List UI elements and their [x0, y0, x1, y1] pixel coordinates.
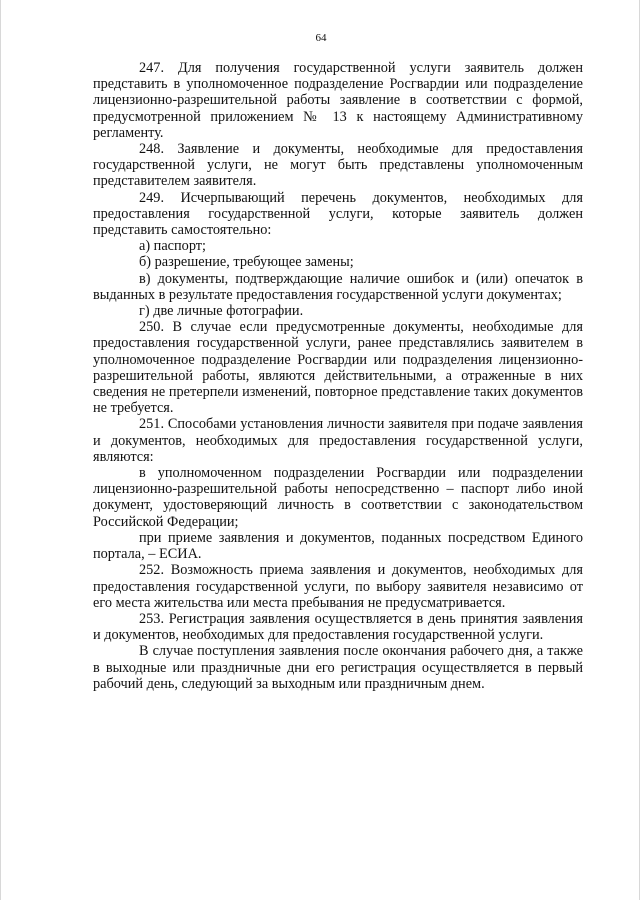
list-item-passport: а) паспорт; [139, 238, 207, 255]
paragraph-248: 248. Заявление и документы, необходимые для предоставления государственной услуги, не могут быть представлены уполномоченным представителем заявителя. [93, 141, 583, 190]
list-item-error-documents: в) документы, подтверждающие наличие ошибок и (или) опечаток в выданных в результате предоставления государственной услуги документах; [93, 270, 583, 303]
paragraph-252: 252. Возможность приема заявления и документов, необходимых для предоставления государственной услуги, по выбору заявителя независимо от его места жительства или места пребывания не предусматривается. [93, 562, 583, 611]
paragraph-251: 251. Способами установления личности заявителя при подаче заявления и документов, необходимых для предоставления государственной услуги, являются: [93, 416, 583, 465]
paragraph-253-late-registration: В случае поступления заявления после окончания рабочего дня, а также в выходные или праздничные дни его регистрация осуществляется в первый рабочий день, следующий за выходным или праздничным днем. [93, 643, 583, 692]
document-body [93, 60, 583, 692]
paragraph-249: 249. Исчерпывающий перечень документов, необходимых для предоставления государственной услуги, которые заявитель должен представить самостоятельно: [93, 189, 583, 239]
list-item-photos: г) две личные фотографии. [139, 303, 304, 320]
paragraph-247: 247. Для получения государственной услуги заявитель должен представить в уполномоченное подразделение Росгвардии или подразделение лицензионно-разрешительной работы заявление в соответствии с формой, предусмотренной приложением № 13 к настоящему Административному регламенту. [93, 60, 583, 141]
paragraph-251-in-person: в уполномоченном подразделении Росгвардии или подразделении лицензионно-разрешительной работы непосредственно – паспорт либо иной документ, удостоверяющий личность в соответствии с законодательством Российской Федерации; [93, 465, 583, 530]
paragraph-250: 250. В случае если предусмотренные документы, необходимые для предоставления государственной услуги, ранее представлялись заявителем в уполномоченное подразделение Росгвардии или подразделения лицензионно-разрешительной работы, являются действительными, а отраженные в них сведения не претерпели изменений, повторное представление таких документов не требуется. [93, 319, 583, 417]
list-item-permit: б) разрешение, требующее замены; [139, 254, 354, 271]
page-number: 64 [315, 32, 327, 44]
paragraph-251-portal: при приеме заявления и документов, поданных посредством Единого портала, – ЕСИА. [93, 529, 583, 563]
paragraph-253: 253. Регистрация заявления осуществляется в день принятия заявления и документов, необходимых для предоставления государственной услуги. [93, 610, 583, 644]
